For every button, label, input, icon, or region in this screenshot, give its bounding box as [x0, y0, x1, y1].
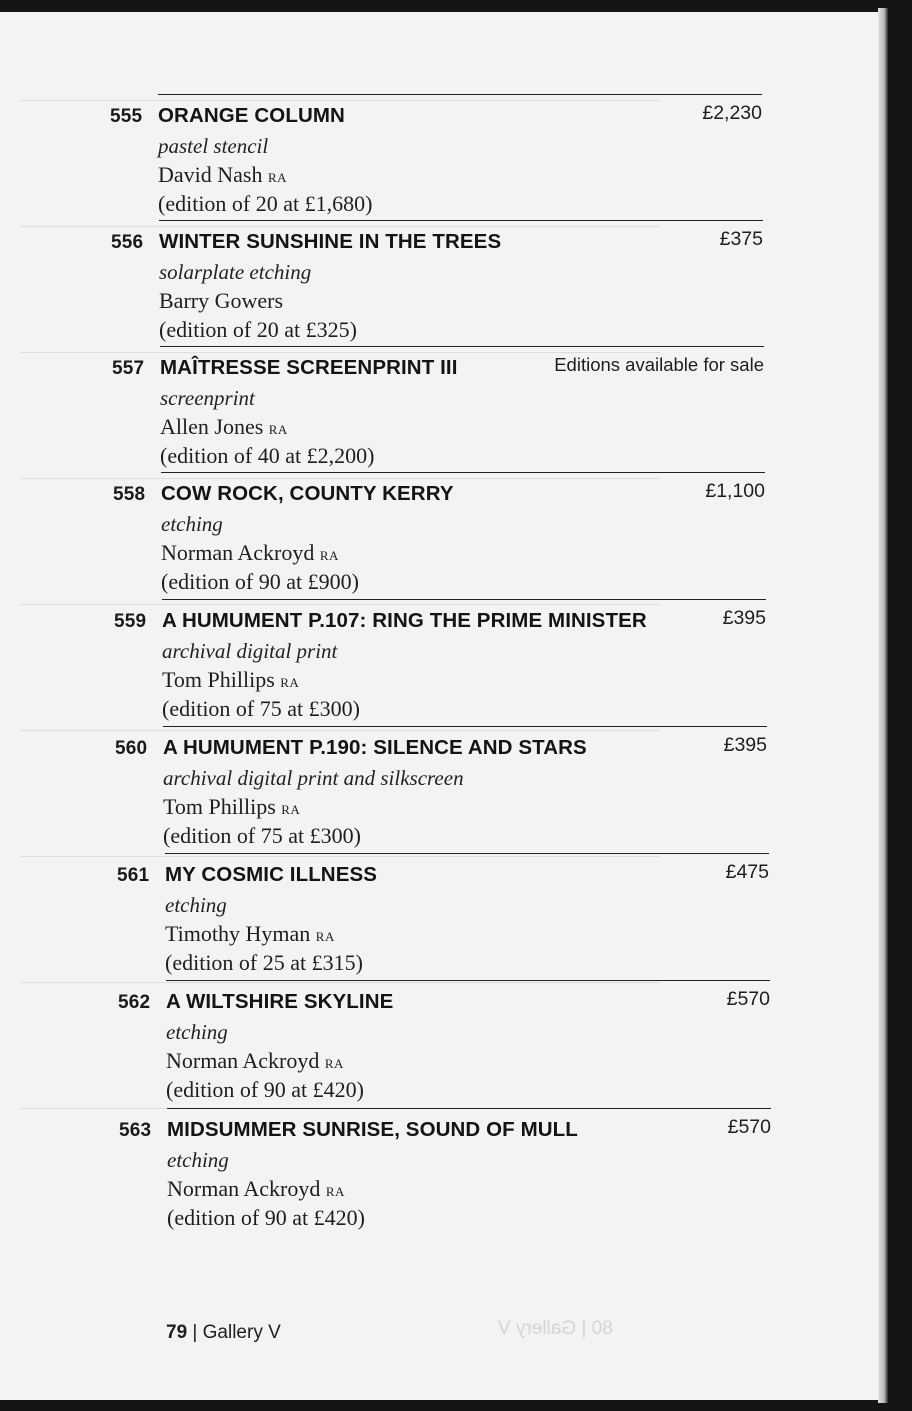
catalogue-entry: [119, 1108, 771, 1234]
entry-price: £395: [723, 734, 767, 756]
entry-number: 560: [115, 738, 148, 759]
entry-number: 562: [118, 992, 151, 1013]
entry-medium: archival digital print: [162, 639, 338, 663]
artist-suffix: ra: [281, 798, 301, 819]
entry-number: 556: [111, 232, 144, 253]
entry-edition: (edition of 75 at £300): [162, 696, 360, 721]
page-number: 79: [166, 1322, 188, 1343]
entry-edition: (edition of 20 at £1,680): [158, 191, 373, 216]
show-through-footer: 80 | Gallery V: [498, 1318, 613, 1339]
entry-artist: Barry Gowers: [159, 288, 284, 313]
entry-artist: Allen Jones ra: [160, 414, 288, 439]
entry-artist: Tom Phillips ra: [162, 667, 300, 692]
entry-artist: Timothy Hyman ra: [165, 921, 335, 946]
entry-medium: archival digital print and silkscreen: [163, 766, 464, 790]
entry-number: 558: [113, 484, 146, 505]
artist-suffix: ra: [319, 544, 339, 565]
artist-suffix: ra: [280, 671, 300, 692]
artist-suffix: ra: [315, 925, 335, 946]
catalogue-entry: [115, 726, 767, 852]
entry-edition: (edition of 90 at £900): [161, 569, 359, 594]
entry-divider: [167, 1108, 771, 1109]
page-edge: [878, 8, 888, 1403]
entry-edition: (edition of 90 at £420): [167, 1205, 365, 1230]
entry-medium: pastel stencil: [158, 134, 269, 158]
entry-price: Editions available for sale: [554, 354, 764, 375]
catalogue-entry: [110, 94, 762, 220]
entry-edition: (edition of 40 at £2,200): [160, 443, 375, 468]
entry-divider: [166, 980, 770, 981]
entry-medium: etching: [166, 1020, 228, 1044]
entry-divider: [163, 726, 767, 727]
entry-divider: [158, 94, 762, 95]
catalogue-entry: [118, 980, 770, 1106]
entry-medium: etching: [167, 1148, 229, 1172]
entry-price: £570: [726, 988, 770, 1010]
entry-title: MIDSUMMER SUNRISE, SOUND OF MULL: [167, 1118, 578, 1141]
artist-suffix: ra: [325, 1180, 345, 1201]
entry-artist: Norman Ackroyd ra: [167, 1176, 345, 1201]
entry-artist: Norman Ackroyd ra: [166, 1048, 344, 1073]
entry-title: A HUMUMENT P.190: SILENCE AND STARS: [163, 736, 587, 759]
entry-price: £475: [725, 861, 769, 883]
footer-section: Gallery V: [202, 1322, 281, 1343]
entry-number: 557: [112, 358, 145, 379]
entry-medium: etching: [161, 512, 223, 536]
entry-medium: solarplate etching: [159, 260, 312, 284]
catalogue-entry: [114, 599, 766, 725]
entry-edition: (edition of 20 at £325): [159, 317, 357, 342]
entry-divider: [159, 220, 763, 221]
artist-suffix: ra: [267, 166, 288, 187]
entry-number: 555: [110, 106, 143, 127]
entry-artist: Tom Phillips ra: [163, 794, 301, 819]
entry-number: 563: [119, 1120, 152, 1141]
entry-medium: screenprint: [160, 386, 255, 410]
catalogue-entry: [113, 472, 765, 598]
entry-medium: etching: [165, 893, 227, 917]
entry-price: £375: [719, 228, 763, 250]
entry-title: A HUMUMENT P.107: RING THE PRIME MINISTER: [162, 609, 647, 632]
entry-number: 561: [117, 865, 150, 886]
entry-title: COW ROCK, COUNTY KERRY: [161, 482, 454, 505]
entry-divider: [162, 599, 766, 600]
entry-price: £395: [722, 607, 766, 629]
entry-divider: [160, 346, 764, 347]
entry-price: £2,230: [702, 102, 762, 124]
entry-artist: David Nash ra: [158, 162, 288, 187]
entry-edition: (edition of 75 at £300): [163, 823, 361, 848]
entry-divider: [161, 472, 765, 473]
entry-artist: Norman Ackroyd ra: [161, 540, 339, 565]
entry-price: £570: [727, 1116, 771, 1138]
catalogue-page: [0, 12, 878, 1400]
footer-separator: |: [187, 1322, 203, 1343]
entry-title: A WILTSHIRE SKYLINE: [166, 990, 394, 1013]
entry-title: ORANGE COLUMN: [158, 104, 345, 127]
page-footer: [166, 1322, 281, 1344]
entry-divider: [165, 853, 769, 854]
entry-edition: (edition of 90 at £420): [166, 1077, 364, 1102]
catalogue-entry: [111, 220, 763, 346]
entry-title: WINTER SUNSHINE IN THE TREES: [159, 230, 502, 253]
artist-suffix: ra: [268, 418, 288, 439]
entry-title: MY COSMIC ILLNESS: [165, 863, 378, 886]
entry-title: MAÎTRESSE SCREENPRINT III: [160, 356, 458, 379]
catalogue-entry: [117, 853, 769, 979]
entry-price: £1,100: [705, 480, 765, 502]
entry-number: 559: [114, 611, 147, 632]
entry-edition: (edition of 25 at £315): [165, 950, 363, 975]
catalogue-entry: [112, 346, 764, 472]
artist-suffix: ra: [324, 1052, 344, 1073]
